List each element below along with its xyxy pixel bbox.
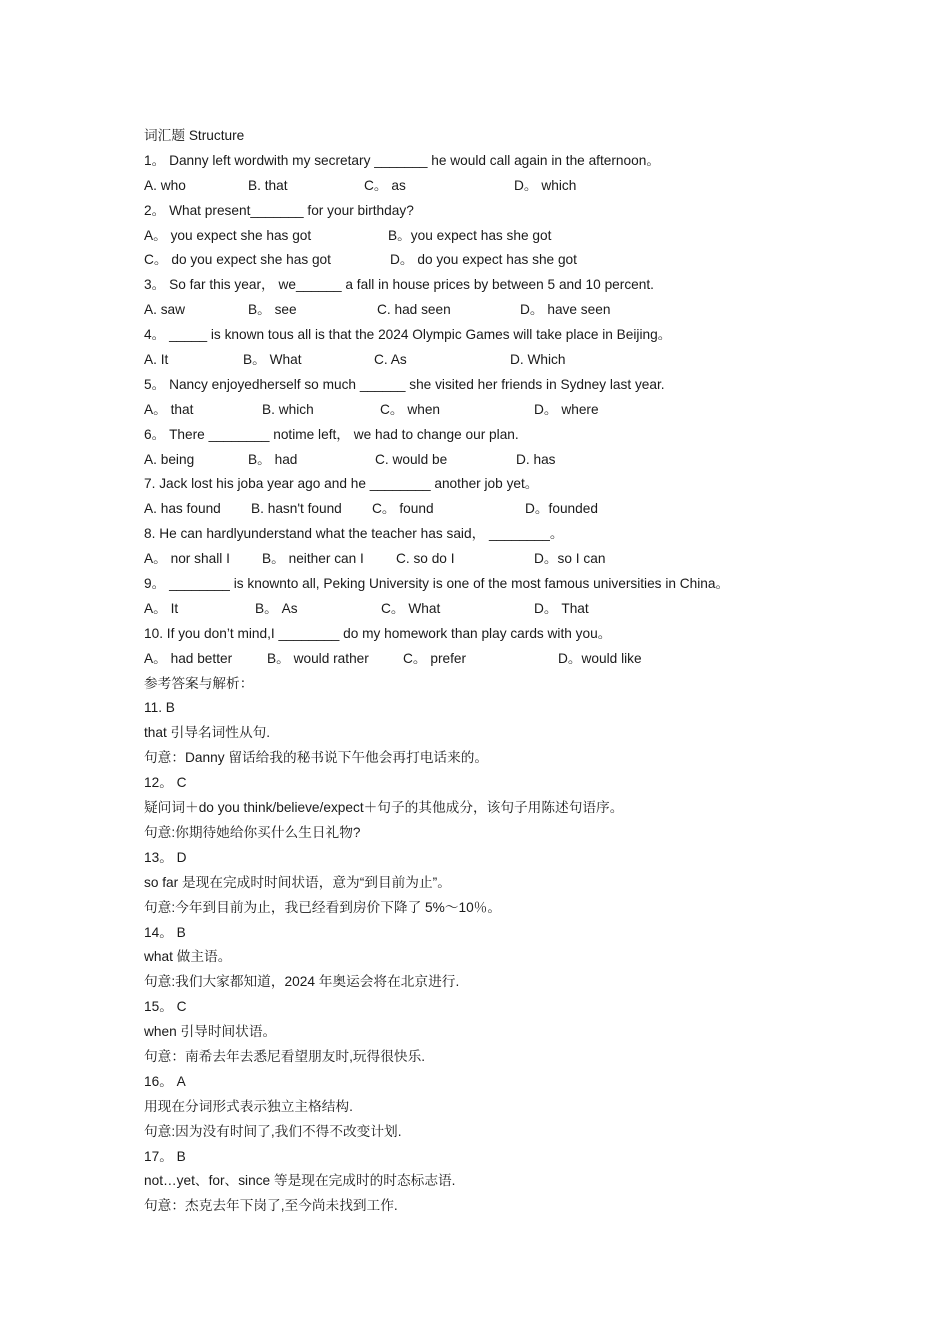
option-b: B。 had [248,451,298,467]
option-c: C。 as [364,177,406,193]
option-c: C。 do you expect she has got [144,252,331,268]
option-a: A。 It [144,600,179,616]
answers-heading: 参考答案与解析： [144,675,254,691]
option-c: C。 found [372,501,434,517]
option-b: B。 would rather [267,650,369,666]
question-options [144,174,844,199]
question-options [144,597,844,622]
option-d: D。so I can [534,551,606,567]
answer-translation: 句意:今年到目前为止，我已经看到房价下降了 5%～10％。 [144,899,502,915]
option-b: B。 neither can I [262,551,364,567]
option-a: A. being [144,451,195,467]
question-options [144,497,844,522]
option-c: C. had seen [377,302,451,318]
question-options [144,547,844,572]
answer-explanation: 疑问词＋do you think/believe/expect＋句子的其他成分，该句子用陈述句语序。 [144,800,624,816]
answer-translation: 句意：南希去年去悉尼看望朋友时,玩得很快乐. [144,1048,426,1064]
option-d: D。would like [558,650,642,666]
option-a: A. who [144,177,186,193]
answer-translation: 句意:你期待她给你买什么生日礼物? [144,824,361,840]
option-c: C。 prefer [403,650,467,666]
answer-key: 16。 A [144,1073,186,1089]
option-a: A. It [144,352,169,368]
question-stem: 8. He can hardlyunderstand what the teacher has said， ________。 [144,526,564,542]
question-stem: 5。 Nancy enjoyedherself so much ______ she visited her friends in Sydney last year. [144,376,665,392]
question-stem: 7. Jack lost his joba year ago and he ________ another job yet。 [144,476,539,492]
option-d: D. has [516,451,556,467]
answer-key: 12。 C [144,775,187,791]
answer-key: 13。 D [144,849,187,865]
answer-explanation: so far 是现在完成时时间状语，意为“到目前为止”。 [144,874,451,890]
option-c: C. would be [375,451,448,467]
answer-explanation: not…yet、for、since 等是现在完成时的时态标志语. [144,1173,456,1189]
answer-explanation: 用现在分词形式表示独立主格结构. [144,1098,353,1114]
answer-translation: 句意：Danny 留话给我的秘书说下午他会再打电话来的。 [144,750,489,766]
option-a: A. saw [144,302,186,318]
option-c: C。 when [380,401,441,417]
question-stem: 3。 So far this year， we______ a fall in house prices by between 5 and 10 percent. [144,277,654,293]
answer-translation: 句意:我们大家都知道，2024 年奥运会将在北京进行. [144,974,460,990]
answer-key: 17。 B [144,1148,186,1164]
option-c: C。 What [381,600,441,616]
answer-explanation: that 引导名词性从句. [144,725,271,741]
option-a: A。 had better [144,650,233,666]
answer-key: 11. B [144,700,175,716]
question-options [144,348,844,373]
question-options [144,298,844,323]
option-b: B. which [262,401,314,417]
option-d: D。 which [514,177,577,193]
question-stem: 2。 What present_______ for your birthday? [144,202,414,218]
option-a: A。 nor shall I [144,551,230,567]
option-b: B. that [248,177,288,193]
question-options [144,398,844,423]
question-stem: 1。 Danny left wordwith my secretary _______ he would call again in the afternoon。 [144,152,661,168]
section-title: 词汇题 Structure [144,128,245,143]
question-options [144,248,844,273]
option-c: C. As [374,352,407,368]
document-body [144,124,844,1219]
option-b: B。 What [243,352,302,368]
option-d: D。 do you expect has she got [390,252,577,268]
answer-explanation: when 引导时间状语。 [144,1024,277,1040]
question-stem: 10. If you don’t mind,I ________ do my homework than play cards with you。 [144,625,612,641]
question-options [144,224,844,249]
question-options [144,448,844,473]
option-c: C. so do I [396,551,455,567]
option-a: A. has found [144,501,221,517]
question-stem: 9。 ________ is knownto all, Peking University is one of the most famous universities in China。 [144,576,730,592]
option-b: B. hasn't found [251,501,342,517]
option-b: B。 see [248,302,297,318]
option-d: D。founded [525,501,598,517]
question-options [144,647,844,672]
answer-explanation: what 做主语。 [144,949,232,965]
option-d: D. Which [510,352,566,368]
answer-key: 14。 B [144,924,186,940]
option-a: A。 you expect she has got [144,227,312,243]
question-stem: 4。 _____ is known tous all is that the 2024 Olympic Games will take place in Beijing。 [144,327,672,343]
option-d: D。 have seen [520,302,611,318]
answer-translation: 句意：杰克去年下岗了,至今尚未找到工作. [144,1198,398,1214]
answer-translation: 句意:因为没有时间了,我们不得不改变计划. [144,1123,402,1139]
question-stem: 6。 There ________ notime left， we had to change our plan. [144,426,519,442]
option-b: B。 As [255,600,298,616]
option-d: D。 where [534,401,599,417]
answer-key: 15。 C [144,999,187,1015]
option-b: B。you expect has she got [388,227,552,243]
option-d: D。 That [534,600,589,616]
option-a: A。 that [144,401,194,417]
